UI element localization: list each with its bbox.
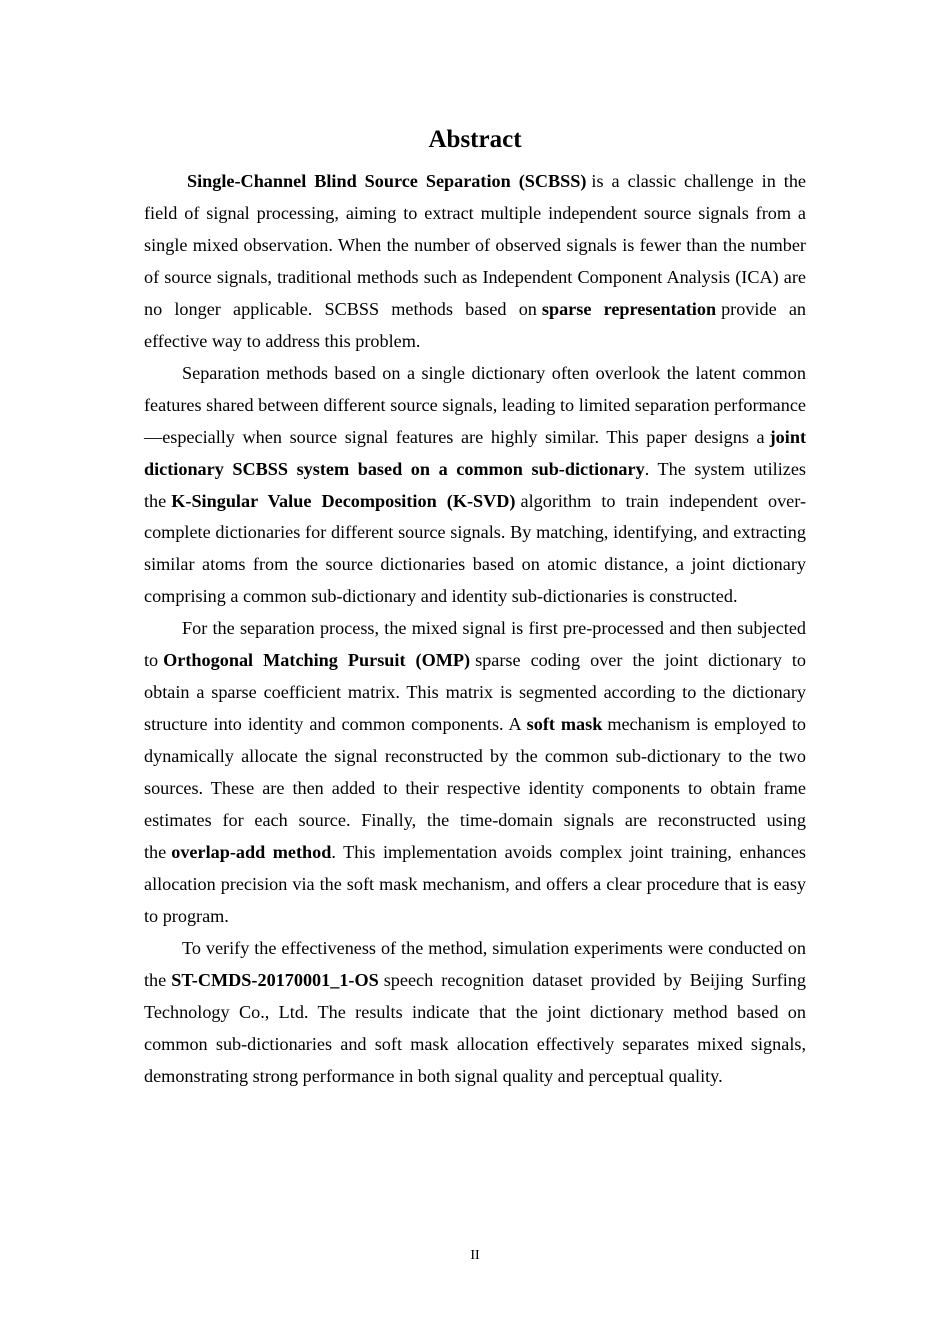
abstract-paragraph-1 [144, 166, 806, 358]
text-run: Separation methods based on a single dictionary often overlook the latent common features shared between different source signals, leading to limited separation performance—especially when source signal features are highly similar. This paper designs a [144, 362, 806, 447]
text-run: . The system utilizes the [144, 458, 806, 511]
key-term: K-Singular Value Decomposition (K-SVD) [171, 490, 516, 511]
abstract-paragraph-4 [144, 933, 806, 1093]
text-run: speech recognition dataset provided by Beijing Surfing Technology Co., Ltd. The results indicate that the joint dictionary method based on common sub-dictionaries and soft mask allocation effectively separates mixed signals, demonstrating strong performance in both signal quality and perceptual quality. [144, 969, 806, 1086]
key-term: sparse representation [541, 298, 717, 319]
abstract-title: Abstract [428, 126, 522, 153]
text-run: To verify the effectiveness of the method, simulation experiments were conducted on the [144, 937, 806, 990]
abstract-body [144, 166, 806, 1093]
key-term: Single-Channel Blind Source Separation (SCBSS) [187, 171, 587, 191]
abstract-paragraph-2 [144, 358, 806, 614]
key-term: soft mask [526, 714, 603, 735]
text-run: is a classic challenge in the field of signal processing, aiming to extract multiple independent source signals from a single mixed observation. When the number of observed signals is fewer than the number of source signals, traditional methods such as Independent Component Analysis (ICA) are no longer applicable. SCBSS methods based on [144, 171, 806, 319]
key-term: ST-CMDS-20170001_1-OS [171, 969, 379, 990]
text-run: provide an effective way to address this problem. [144, 298, 806, 351]
page-number: II [470, 1248, 480, 1263]
key-term: joint dictionary SCBSS system based on a common sub-dictionary [144, 426, 806, 479]
text-run: algorithm to train independent over-complete dictionaries for different source signals. By matching, identifying, and extracting similar atoms from the source dictionaries based on atomic distance, a joint dictionary comprising a common sub-dictionary and identity sub-dictionaries is constructed. [144, 490, 807, 607]
text-run: For the separation process, the mixed signal is first pre-processed and then subjected to [144, 618, 806, 671]
text-run: sparse coding over the joint dictionary to obtain a sparse coefficient matrix. This matrix is segmented according to the dictionary structure into identity and common components. A [144, 650, 806, 735]
key-term: overlap-add method [171, 842, 332, 863]
text-run: . This implementation avoids complex joint training, enhances allocation precision via the soft mask mechanism, and offers a clear procedure that is easy to program. [144, 842, 806, 926]
abstract-paragraph-3 [144, 613, 806, 933]
key-term: Orthogonal Matching Pursuit (OMP) [163, 650, 471, 671]
text-run: mechanism is employed to dynamically allocate the signal reconstructed by the common sub-dictionary to the two sources. These are then added to their respective identity components to obtain frame estimates for each source. Finally, the time-domain signals are reconstructed using the [144, 714, 806, 863]
